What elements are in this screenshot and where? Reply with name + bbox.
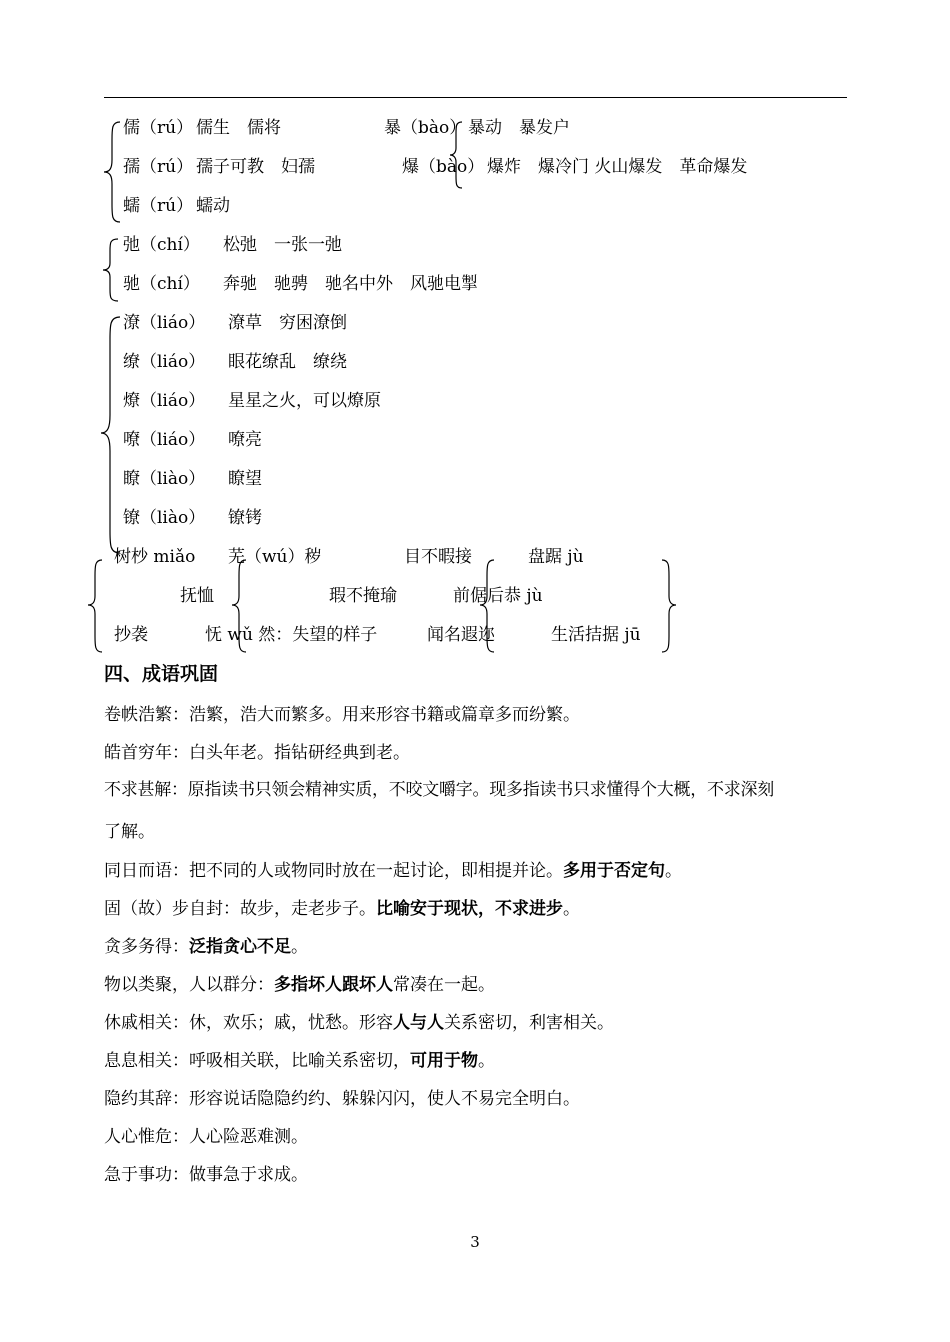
liao-row-1-words: 潦草 穷困潦倒 (228, 313, 347, 333)
mixed-r2-1: 抚恤 (180, 586, 214, 606)
idiom-tail: 。 (291, 937, 308, 957)
ru-row-1-words: 儒生 儒将 (196, 118, 281, 138)
chi-row-1-char: 弛（chí） (123, 235, 200, 255)
bao-row-2-char: 爆（bào） (402, 157, 485, 177)
idiom-line-3-cont (104, 822, 155, 842)
idiom-emphasis: 多指坏人跟坏人 (274, 975, 393, 995)
idiom-tail: 关系密切，利害相关。 (444, 1013, 614, 1033)
brace-mixed-left (86, 558, 106, 654)
idiom-text: 同日而语：把不同的人或物同时放在一起讨论，即相提并论。 (104, 861, 563, 881)
idiom-line-6 (104, 937, 308, 957)
liao-row-4-words: 嘹亮 (228, 430, 262, 450)
idiom-text: 固（故）步自封：故步，走老步子。 (104, 899, 376, 919)
idiom-emphasis: 人与人 (393, 1013, 444, 1033)
ru-row-2-words: 孺子可教 妇孺 (196, 157, 315, 177)
idiom-line-12 (104, 1165, 308, 1185)
idiom-line-1 (104, 705, 580, 725)
idiom-line-10 (104, 1089, 580, 1109)
liao-row-2-words: 眼花缭乱 缭绕 (228, 352, 347, 372)
idiom-line-8 (104, 1013, 614, 1033)
brace-mixed-right (658, 558, 678, 654)
idiom-line-3 (104, 780, 774, 800)
idiom-tail: 常凑在一起。 (393, 975, 495, 995)
idiom-text: 息息相关：呼吸相关联，比喻关系密切， (104, 1051, 410, 1071)
liao-row-1-char: 潦（liáo） (123, 313, 206, 333)
liao-row-3-words: 星星之火，可以燎原 (228, 391, 381, 411)
idiom-text: 皓首穷年：白头年老。指钻研经典到老。 (104, 743, 410, 763)
idiom-line-7 (104, 975, 495, 995)
chi-row-1-words: 松弛 一张一弛 (223, 235, 342, 255)
mixed-r1-2: 芜（wú）秽 (228, 547, 322, 567)
idiom-line-11 (104, 1127, 308, 1147)
page-number: 3 (470, 1233, 480, 1251)
bao-row-1-words: 暴动 暴发户 (468, 118, 570, 138)
mixed-r3-2: 怃 wǔ 然：失望的样子 (205, 625, 378, 645)
chi-row-2-char: 驰（chí） (123, 274, 200, 294)
idiom-tail: 。 (563, 899, 580, 919)
liao-row-5-char: 瞭（liào） (123, 469, 206, 489)
idiom-text: 了解。 (104, 822, 155, 842)
liao-row-6-char: 镣（liào） (123, 508, 206, 528)
idiom-text: 卷帙浩繁：浩繁，浩大而繁多。用来形容书籍或篇章多而纷繁。 (104, 705, 580, 725)
idiom-text: 人心惟危：人心险恶难测。 (104, 1127, 308, 1147)
mixed-r3-3: 闻名遐迩 (427, 625, 495, 645)
idiom-line-2 (104, 743, 410, 763)
idiom-emphasis: 多用于否定句 (563, 861, 665, 881)
liao-row-2-char: 缭（liáo） (123, 352, 206, 372)
idiom-emphasis: 泛指贪心不足 (189, 937, 291, 957)
idiom-text: 急于事功：做事急于求成。 (104, 1165, 308, 1185)
mixed-r3-1: 抄袭 (114, 625, 148, 645)
liao-row-3-char: 燎（liáo） (123, 391, 206, 411)
idiom-text: 物以类聚，人以群分： (104, 975, 274, 995)
ru-row-3-words: 蠕动 (196, 196, 230, 216)
idiom-text: 休戚相关：休，欢乐；戚，忧愁。形容 (104, 1013, 393, 1033)
idiom-text: 不求甚解：原指读书只领会精神实质，不咬文嚼字。现多指读书只求懂得个大概，不求深刻 (104, 780, 774, 800)
header-rule (104, 97, 847, 98)
ru-row-2-char: 孺（rú） (123, 157, 194, 177)
idiom-line-5 (104, 899, 580, 919)
brace-ru (100, 120, 124, 224)
idiom-line-4 (104, 861, 682, 881)
chi-row-2-words: 奔驰 驰骋 驰名中外 风驰电掣 (223, 274, 478, 294)
mixed-r2-3: 前倨后恭 jù (453, 586, 543, 606)
idiom-text: 贪多务得： (104, 937, 189, 957)
idiom-tail: 。 (478, 1051, 495, 1071)
idiom-line-9 (104, 1051, 495, 1071)
idiom-tail: 。 (665, 861, 682, 881)
mixed-r1-3: 目不暇接 (404, 547, 472, 567)
mixed-r3-4: 生活拮据 jū (551, 625, 641, 645)
liao-row-5-words: 瞭望 (228, 469, 262, 489)
ru-row-3-char: 蠕（rú） (123, 196, 194, 216)
ru-row-1-char: 儒（rú） (123, 118, 194, 138)
bao-row-1-char: 暴（bào） (384, 118, 467, 138)
mixed-r1-4: 盘踞 jù (528, 547, 584, 567)
brace-liao (98, 315, 124, 555)
mixed-r2-2: 瑕不掩瑜 (329, 586, 397, 606)
liao-row-4-char: 嘹（liáo） (123, 430, 206, 450)
idiom-emphasis: 可用于物 (410, 1051, 478, 1071)
bao-row-2-words: 爆炸 爆冷门 火山爆发 革命爆发 (487, 157, 748, 177)
section-title: 四、成语巩固 (104, 663, 219, 685)
mixed-r1-1: 树杪 miǎo (114, 547, 196, 567)
liao-row-6-words: 镣铐 (228, 508, 262, 528)
idiom-emphasis: 比喻安于现状，不求进步 (376, 899, 563, 919)
brace-chi (100, 237, 122, 303)
idiom-text: 隐约其辞：形容说话隐隐约约、躲躲闪闪，使人不易完全明白。 (104, 1089, 580, 1109)
